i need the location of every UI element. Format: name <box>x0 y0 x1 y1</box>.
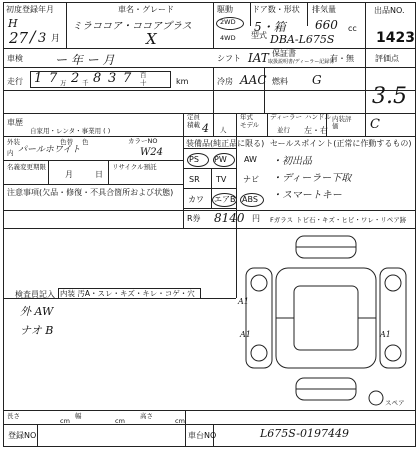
col-divider <box>365 2 366 67</box>
displacement-unit: cc <box>348 24 357 33</box>
col-divider <box>307 2 308 26</box>
mileage-digit: 7 <box>49 71 58 86</box>
col-divider <box>183 113 184 228</box>
dealer-value: 並行 <box>277 126 290 134</box>
row-divider <box>3 90 416 91</box>
first-reg-year: 27 <box>9 29 29 47</box>
recycle-label: リサイクル預託 <box>112 163 157 171</box>
col-divider <box>250 2 251 26</box>
col-divider <box>236 148 237 210</box>
fuel-label: 燃料 <box>272 77 288 86</box>
model-change-label: 年式 <box>240 113 253 121</box>
equipment-item: SR <box>189 175 200 184</box>
row-divider <box>3 410 416 411</box>
mileage-unit: 百 <box>140 71 147 79</box>
row-divider <box>3 113 416 114</box>
inspection-label: 車検 <box>7 54 23 63</box>
model-label: 型式 <box>251 31 267 40</box>
mileage-digit: 7 <box>123 71 132 86</box>
row-divider <box>3 136 416 137</box>
col-divider <box>213 2 214 48</box>
loading-label: 積載 <box>187 121 200 129</box>
row-divider <box>3 184 183 185</box>
interior-color-sub: 色 <box>82 138 89 146</box>
model-value: DBA-L675S <box>270 33 335 46</box>
mileage-km: km <box>176 77 189 86</box>
col-divider <box>267 113 268 136</box>
equipment-item: ABS <box>242 195 258 204</box>
ac-label: 冷房 <box>217 77 233 86</box>
mileage-digit: 8 <box>93 71 102 86</box>
equipment-item: TV <box>216 175 227 184</box>
color-change-label: 色替 <box>60 138 73 146</box>
car-right-side <box>380 268 406 368</box>
inspector-legend: 内装 汚A・スレ・キズ・キレ・コゲ・穴 <box>60 289 195 298</box>
lot-number: 1423 <box>376 30 415 46</box>
drive-2wd: 2WD <box>220 18 236 26</box>
row-divider <box>3 160 183 161</box>
color-no-label: カラーNO <box>128 137 158 145</box>
mileage-digit: 1 <box>34 71 43 86</box>
car-diagram <box>236 228 416 410</box>
height-label: 高さ <box>140 412 153 420</box>
r-ticket-unit: 円 <box>252 214 260 223</box>
model-change-sub: モデル <box>240 121 260 129</box>
name-change-label: 名義変更期限 <box>7 163 46 171</box>
door-value: 5・箱 <box>254 20 286 34</box>
inspector-line: ナオ B <box>20 324 54 337</box>
equipment-item: エアB <box>214 195 236 204</box>
mileage-unit: 十 <box>140 79 147 87</box>
chassis-label: 車台NO <box>188 431 217 440</box>
score-value: 3.5 <box>372 84 407 109</box>
equipment-item: カワ <box>188 195 204 204</box>
spare-wheel <box>369 391 383 405</box>
warranty-label: 保証書 <box>272 49 296 58</box>
color-no-value: W24 <box>140 147 164 158</box>
equipment-item: PS <box>189 155 199 164</box>
col-divider <box>48 160 49 184</box>
interior-label: 内装評価 <box>332 115 352 130</box>
equipment-title: 装備品(純正品に限る) <box>186 139 265 148</box>
sales-point: ・ディーラー下取 <box>272 173 352 184</box>
row-divider <box>3 210 416 211</box>
displacement-label: 排気量 <box>312 5 336 14</box>
equipment-item: AW <box>244 155 257 164</box>
inspector-label: 検査員記入 <box>15 290 55 299</box>
history-options: 自家用・レンタ・事業用 ( ) <box>30 127 111 135</box>
row-divider <box>183 148 236 149</box>
width-label: 幅 <box>75 412 82 420</box>
col-divider <box>365 67 366 136</box>
row-divider <box>183 208 236 209</box>
first-reg-era: H <box>8 17 18 30</box>
exterior-value: パールホワイト <box>18 145 81 155</box>
reg-no-label: 登録NO <box>8 431 37 440</box>
r-ticket-value: 8140 <box>214 211 245 225</box>
equipment-item: ナビ <box>243 175 259 184</box>
ac-value: AAC <box>240 73 267 87</box>
wheel <box>385 275 401 291</box>
first-reg-month-suffix: 月 <box>51 34 61 44</box>
width-unit: cm <box>115 417 125 425</box>
capacity-value: 4 <box>202 122 209 135</box>
sales-points-title: セールスポイント(正常に作動するもの) <box>270 139 412 148</box>
name-change-day: 日 <box>95 170 103 179</box>
row-divider <box>183 188 236 189</box>
spare-label: スペア <box>385 399 405 407</box>
car-name: ミラココア・ココアプラス <box>72 21 192 32</box>
notes-label: 注意事項(欠品・修復・不具合箇所および状態) <box>7 188 174 197</box>
r-ticket-label: R券 <box>187 214 201 223</box>
height-unit: cm <box>175 417 185 425</box>
glass-legend: トビ石・キズ・ヒビ・ワレ・リペア跡 <box>296 216 407 224</box>
chassis-value: L675S-0197449 <box>260 427 349 440</box>
capacity-unit: 人 <box>220 126 227 134</box>
col-divider <box>213 67 214 136</box>
displacement-value: 660 <box>315 18 338 32</box>
col-divider <box>66 2 67 48</box>
damage-mark: A1 <box>380 330 391 339</box>
mileage-digit: 3 <box>108 71 117 86</box>
mileage-label: 走行 <box>7 77 23 86</box>
length-label: 長さ <box>7 412 20 420</box>
sales-point: ・初出品 <box>272 156 312 167</box>
damage-mark: A1 <box>238 297 249 306</box>
score-label: 評価点 <box>375 54 399 63</box>
warranty-value: 有・無 <box>330 54 354 63</box>
wheel <box>385 345 401 361</box>
car-roof <box>294 286 358 350</box>
first-reg-label: 初度登録年月 <box>6 5 54 14</box>
sales-point: ・スマートキー <box>272 190 342 201</box>
handle-label: ハンドル <box>305 113 331 121</box>
first-reg-slash: / <box>30 27 36 46</box>
glass-label: Fガラス <box>270 216 294 224</box>
warranty-sub: 取扱説明書/ディーラー記録簿 <box>268 59 335 65</box>
capacity-label: 定員 <box>187 113 200 121</box>
car-left-side <box>246 268 272 368</box>
inspector-line: 外 AW <box>20 305 54 318</box>
history-label: 車歴 <box>7 118 23 127</box>
wheel <box>251 345 267 361</box>
col-divider <box>37 424 38 447</box>
col-divider <box>108 160 109 184</box>
length-unit: cm <box>60 417 70 425</box>
mileage-digit: 2 <box>71 71 80 86</box>
row-divider <box>183 168 236 169</box>
car-grade: X <box>146 30 157 48</box>
fuel-value: G <box>312 73 322 87</box>
mileage-unit: 万 <box>60 79 67 87</box>
wheel <box>251 275 267 291</box>
dealer-label: ディーラー <box>270 113 302 121</box>
row-divider <box>3 48 416 49</box>
mileage-unit: 千 <box>82 79 89 87</box>
first-reg-month: 3 <box>38 31 47 46</box>
drive-4wd: 4WD <box>220 34 236 42</box>
exterior-label: 外装 <box>7 138 20 146</box>
equipment-item: PW <box>214 155 227 164</box>
name-grade-label: 車名・グレード <box>118 5 174 14</box>
col-divider <box>185 410 186 447</box>
shift-value: IAT <box>248 51 269 65</box>
name-change-month: 月 <box>65 170 73 179</box>
lot-label: 出品NO. <box>374 6 405 15</box>
damage-mark: A1 <box>240 330 251 339</box>
inspection-value: ー 年 ー 月 <box>55 53 115 67</box>
drive-label: 駆動 <box>217 5 233 14</box>
handle-value: 左・右 <box>304 126 328 135</box>
inspector-legend-box <box>58 288 201 299</box>
door-label: ドア数・形状 <box>252 5 300 14</box>
interior-color-label: 内 <box>7 149 14 157</box>
interior-value: C <box>370 117 380 132</box>
shift-label: シフト <box>217 54 241 63</box>
